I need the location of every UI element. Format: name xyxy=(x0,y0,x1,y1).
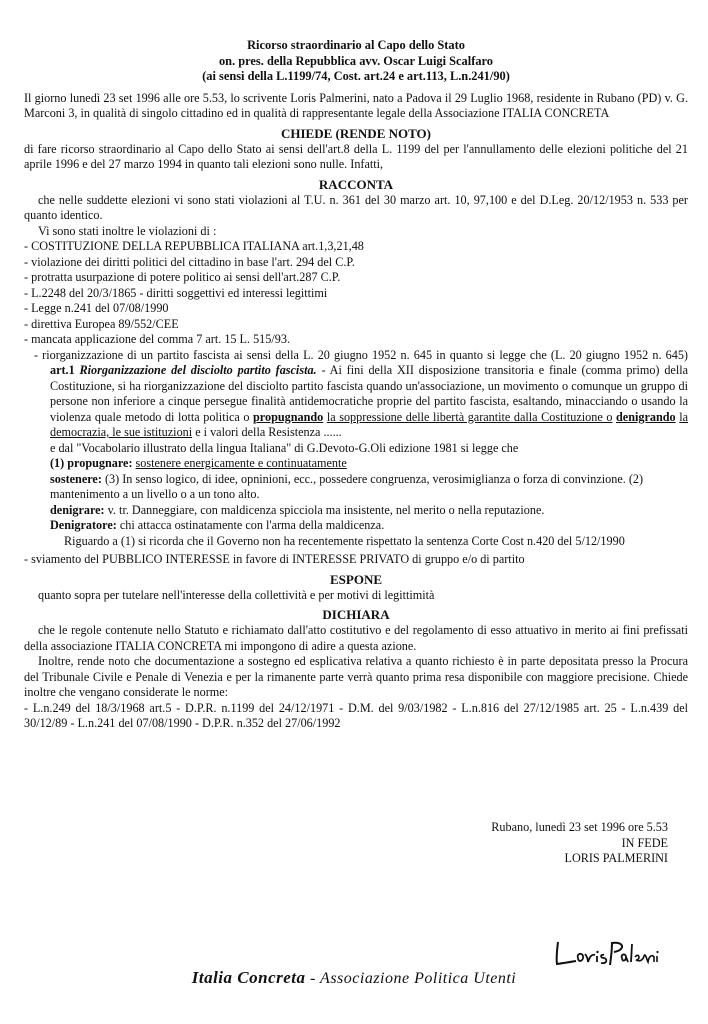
riorg-text-c: la soppressione delle libertà garantite dalla Costituzione o xyxy=(326,409,613,424)
definition-denigrare xyxy=(50,503,688,519)
violations-list xyxy=(24,239,688,348)
definition-term: Denigratore: xyxy=(50,518,117,532)
footer-text: - Associazione Politica Utenti xyxy=(310,970,517,987)
definition-text: chi attacca ostinatamente con l'arma della maldicenza. xyxy=(119,518,385,532)
dichiara-paragraph-2: Inoltre, rende noto che documentazione a sostegno ed esplicativa relativa a quanto richiesto è in parte depositata presso la Procura del Tribunale Civile e Penale di Venezia e per la rimanente parte verrà quanto prima resa disponibile con maggiore precisione. Chiede inoltre che vengano considerate le norme: xyxy=(24,654,688,699)
document-page xyxy=(24,38,688,732)
signer-name: LORIS PALMERINI xyxy=(564,851,668,865)
dichiara-heading: DICHIARA xyxy=(322,607,390,622)
riorg-text-a: - riorganizzazione di un partito fascista ai sensi della L. 20 giugno 1952 n. 645 in quanto si legge che (L. 20 giugno 1952 n. 645) xyxy=(34,347,688,362)
riorg-art-label: art.1 xyxy=(50,363,75,377)
racconta-paragraph: che nelle suddette elezioni vi sono stati violazioni al T.U. n. 361 del 30 marzo art. 10, 97,100 e del D.Leg. 20/12/1953 n. 533 per quanto identico. xyxy=(24,192,688,222)
riguardo-paragraph: Riguardo a (1) si ricorda che il Governo non ha recentemente rispettato la sentenza Corte Cost n.420 del 5/12/1990 xyxy=(64,533,625,548)
definition-term: (1) propugnare: xyxy=(50,456,133,470)
list-item: - mancata applicazione del comma 7 art. 15 L. 515/93. xyxy=(24,332,290,346)
intro-paragraph: Il giorno lunedì 23 set 1996 alle ore 5.53, lo scrivente Loris Palmerini, nato a Padova il 29 Luglio 1968, residente in Rubano (PD) v. G. Marconi 3, in qualità di singolo cittadino ed in qualità di rappresentante legale della Associazione ITALIA CONCRETA xyxy=(24,90,688,120)
place-date: Rubano, lunedì 23 set 1996 ore 5.53 xyxy=(491,820,668,834)
handwritten-signature xyxy=(552,938,664,973)
riorganizzazione-paragraph xyxy=(24,348,688,441)
riorg-text-d: la democrazia, le sue istituzioni xyxy=(50,409,689,439)
racconta-heading: RACCONTA xyxy=(318,176,394,192)
vocab-intro: e dal "Vocabolario illustrato della lingua Italiana" di G.Devoto-G.Oli edizione 1981 si legge che xyxy=(50,440,519,455)
closing-block xyxy=(491,820,668,867)
list-item: - protratta usurpazione di potere politico ai sensi dell'art.287 C.P. xyxy=(24,270,341,284)
list-item: - COSTITUZIONE DELLA REPUBBLICA ITALIANA art.1,3,21,48 xyxy=(24,239,364,253)
chiede-heading: CHIEDE (RENDE NOTO) xyxy=(280,125,431,141)
vocabulary-block xyxy=(24,441,688,550)
signature-graphic xyxy=(552,938,664,968)
violations-intro: Vi sono stati inoltre le violazioni di : xyxy=(38,223,217,238)
riorg-denigrando: denigrando xyxy=(616,409,676,424)
list-item: - L.2248 del 20/3/1865 - diritti soggettivi ed interessi legittimi xyxy=(24,285,328,300)
riorg-text-b: - Ai fini della XII disposizione transitoria e finale (comma primo) della Costituzione, si ha riorganizzazione del disciolto partito fascista quando un'associazione, un movimento o comunque un gruppo di persone non inferiore a cinque persegue finalità antidemocratiche proprie del partito fascista, esaltando, minacciando o usando la violenza quale metodo di lotta politica o xyxy=(50,363,689,424)
espone-paragraph: quanto sopra per tutelare nell'interesse della collettività e per motivi di legittimità xyxy=(38,587,435,602)
header-line-1: Ricorso straordinario al Capo dello Stato xyxy=(247,38,465,52)
riorg-art-title: Riorganizzazione del disciolto partito fascista. xyxy=(79,363,317,377)
in-fede: IN FEDE xyxy=(621,835,668,850)
footer xyxy=(0,970,708,987)
definition-term: denigrare: xyxy=(50,502,105,517)
riorg-propugnando: propugnando xyxy=(253,409,324,424)
definition-denigratore xyxy=(50,518,688,534)
definition-text: sostenere energicamente e continuatamente xyxy=(135,456,347,470)
header-line-2: on. pres. della Repubblica avv. Oscar Luigi Scalfaro xyxy=(218,53,493,68)
definition-text: v. tr. Danneggiare, con maldicenza spicciola ma insistente, nel merito o nella reputazione. xyxy=(107,502,545,517)
chiede-paragraph: di fare ricorso straordinario al Capo dello Stato ai sensi dell'art.8 della L. 1199 del per l'annullamento delle elezioni politiche del 21 aprile 1996 e del 27 marzo 1994 in quanto tali elezioni sono nulle. Infatti, xyxy=(24,141,688,171)
list-item: - direttiva Europea 89/552/CEE xyxy=(24,316,179,331)
footer-brand: Italia Concreta xyxy=(191,968,306,987)
header-line-3: (ai sensi della L.1199/74, Cost. art.24 e art.113, L.n.241/90) xyxy=(202,69,510,83)
list-item: - violazione dei diritti politici del cittadino in base l'art. 294 del C.P. xyxy=(24,254,355,269)
definition-term: sostenere: xyxy=(50,471,102,486)
norme-list: - L.n.249 del 18/3/1968 art.5 - D.P.R. n.1199 del 24/12/1971 - D.M. del 9/03/1982 - L.n.816 del 27/12/1985 art. 25 - L.n.439 del 30/12/89 - L.n.241 del 07/08/1990 - D.P.R. n.352 del 27/06/1992 xyxy=(24,700,688,730)
list-item: - Legge n.241 del 07/08/1990 xyxy=(24,301,169,315)
definition-text: (3) In senso logico, di idee, opninioni, ecc., possedere congruenza, verosimiglianza o forza di convinzione. (2) mantenimento a un livello o a un tono alto. xyxy=(50,471,644,501)
dichiara-paragraph-1: che le regole contenute nello Statuto e richiamato dall'atto costitutivo e del regolamento di esso attuativo in merito ai fini prefissati della associazione ITALIA CONCRETA mi impongono di adire a questa azione. xyxy=(24,623,688,653)
definition-sostenere xyxy=(50,472,688,503)
definition-propugnare xyxy=(50,456,688,472)
espone-heading: ESPONE xyxy=(329,571,382,587)
riorg-text-e: e i valori della Resistenza ...... xyxy=(195,425,342,439)
sviamento-item: - sviamento del PUBBLICO INTERESSE in favore di INTERESSE PRIVATO di gruppo e/o di partito xyxy=(24,552,525,566)
